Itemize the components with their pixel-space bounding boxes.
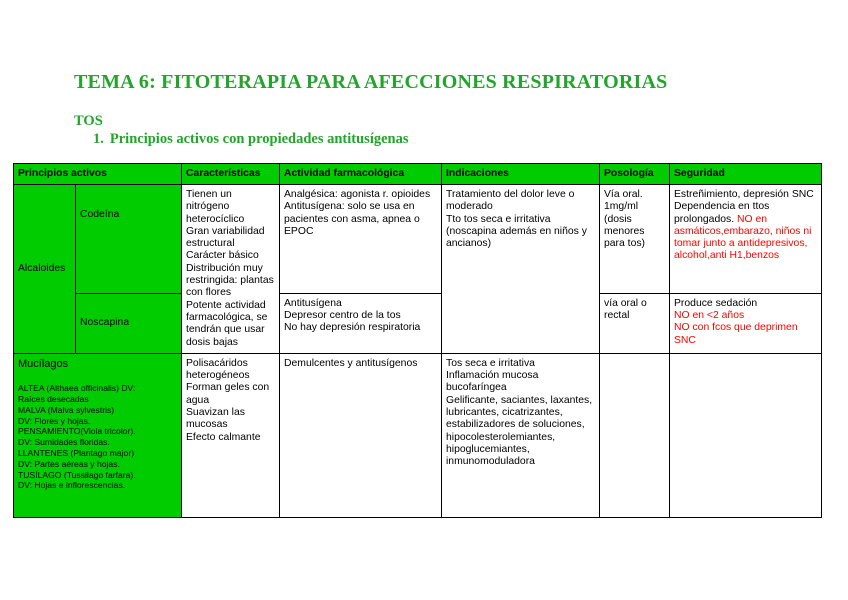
codeina-name: Codeína xyxy=(76,185,182,294)
codeina-actividad: Analgésica: agonista r. opioides Antitusígena: solo se usa en pacientes con asma, apnea o EPOC xyxy=(280,185,442,294)
antitussive-table xyxy=(13,163,822,518)
header-principios: Principios activos xyxy=(14,164,182,185)
mucilagos-indicaciones: Tos seca e irritativa Inflamación mucosa bucofaríngea Gelificante, saciantes, laxantes, lubricantes, cicatrizantes, estabilizadores de soluciones, hipocolesterolemiantes, hipoglucemiantes, inmunomoduladora xyxy=(442,353,600,517)
header-posologia: Posología xyxy=(600,164,670,185)
noscapina-actividad: Antitusígena Depresor centro de la tos No hay depresión respiratoria xyxy=(280,293,442,353)
subsection-heading xyxy=(93,131,409,148)
group-alcaloides: Alcaloides xyxy=(14,185,76,354)
alcaloides-caracteristicas: Tienen un nitrógeno heterocíclico Gran variabilidad estructural Carácter básico Distribución muy restringida: plantas con flores Potente actividad farmacológica, se tendrán que usar dosis bajas xyxy=(182,185,280,354)
header-actividad: Actividad farmacológica xyxy=(280,164,442,185)
subsection-number: 1. xyxy=(93,131,104,147)
mucilagos-caracteristicas: Polisacáridos heterogéneos Forman geles con agua Suavizan las mucosas Efecto calmante xyxy=(182,353,280,517)
document-title: TEMA 6: FITOTERAPIA PARA AFECCIONES RESPIRATORIAS xyxy=(74,71,668,93)
noscapina-name: Noscapina xyxy=(76,293,182,353)
group-mucilagos: Mucílagos xyxy=(18,357,69,370)
header-indicaciones: Indicaciones xyxy=(442,164,600,185)
mucilagos-actividad: Demulcentes y antitusígenos xyxy=(280,353,442,517)
noscapina-seguridad: Produce sedación NO en <2 años NO con fcos que deprimen SNC xyxy=(670,293,822,353)
codeina-warning: NO en asmáticos,embarazo, niños ni tomar junto a antidepresivos, alcohol,anti H1,benzos xyxy=(674,213,812,262)
alcaloides-indicaciones: Tratamiento del dolor leve o moderado Tto tos seca e irritativa (noscapina además en niños y ancianos) xyxy=(442,185,600,354)
table-row xyxy=(14,353,822,517)
mucilagos-plants: ALTEA (Althaea officinalis) DV: Raíces desecadas MALVA (Malva sylvestris) DV: Flores y hojas. PENSAMIENTO(Viola tricolor). DV: Sumidades floridas. LLANTENES (Plantago major) DV: Partes aéreas y hojas. TUSÍLAGO (Tussilago farfara). DV: Hojas e inflorescencias. xyxy=(18,383,136,491)
noscapina-posologia: vía oral o rectal xyxy=(600,293,670,353)
mucilagos-posologia xyxy=(600,353,670,517)
header-seguridad: Seguridad xyxy=(670,164,822,185)
codeina-posologia: Vía oral. 1mg/ml (dosis menores para tos) xyxy=(600,185,670,294)
mucilagos-cell xyxy=(14,353,182,517)
section-heading: TOS xyxy=(74,113,103,129)
header-caracteristicas: Características xyxy=(182,164,280,185)
table-row xyxy=(14,185,822,294)
subsection-text: Principios activos con propiedades antitusígenas xyxy=(109,131,409,147)
header-row xyxy=(14,164,822,185)
mucilagos-seguridad xyxy=(670,353,822,517)
table-row xyxy=(14,293,822,353)
codeina-seguridad: Estreñimiento, depresión SNC Dependencia en ttos prolongados. NO en asmáticos,embarazo, niños ni tomar junto a antidepresivos, alcohol,anti H1,benzos xyxy=(670,185,822,294)
